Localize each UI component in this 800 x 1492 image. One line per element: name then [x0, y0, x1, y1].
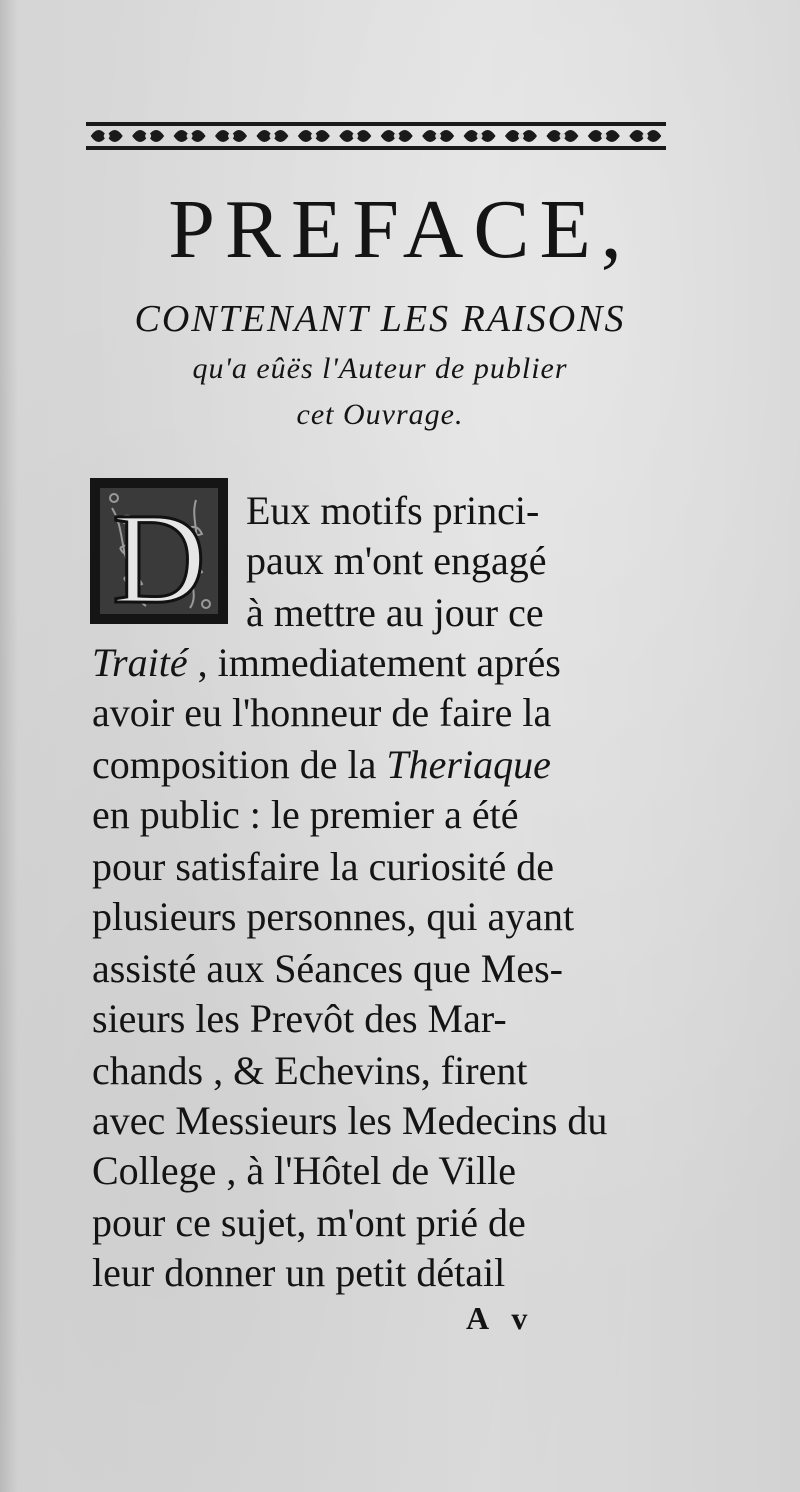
italic-word-traite: Traité	[92, 640, 188, 685]
fleuron-icon	[422, 130, 454, 142]
fleuron-icon	[381, 130, 413, 142]
fleuron-icon	[91, 130, 123, 142]
fleuron-icon	[298, 130, 330, 142]
fleuron-icon	[588, 130, 620, 142]
body-line-10: assisté aux Séances que Mes-	[92, 946, 563, 991]
body-line-14: College , à l'Hôtel de Ville	[92, 1148, 516, 1193]
body-line-4	[92, 638, 670, 688]
body-line-1: Eux motifs princi-	[246, 488, 540, 533]
fleuron-icon	[339, 130, 371, 142]
fleuron-icon	[505, 130, 537, 142]
dropcap-initial	[90, 478, 228, 624]
fleuron-icon	[464, 130, 496, 142]
subtitle-line-2: qu'a eûës l'Auteur de publier	[192, 352, 568, 385]
fleuron-icon	[215, 130, 247, 142]
fleuron-icon	[546, 130, 578, 142]
body-line-7: en public : le premier a été	[92, 792, 519, 837]
body-line-13: avec Messieurs les Medecins du	[92, 1098, 608, 1143]
body-line-5: avoir eu l'honneur de faire la	[92, 690, 552, 735]
fleuron-icon	[256, 130, 288, 142]
body-line-11: sieurs les Prevôt des Mar-	[92, 996, 507, 1041]
italic-word-theriaque: Theriaque	[386, 742, 551, 787]
fleuron-icon	[629, 130, 661, 142]
page-title: PREFACE,	[168, 183, 632, 276]
body-line-6	[92, 740, 670, 790]
ornament-band	[86, 118, 666, 154]
body-line-6-start: composition de la	[92, 742, 387, 787]
body-line-9: plusieurs personnes, qui ayant	[92, 894, 575, 939]
body-line-12: chands , & Echevins, firent	[92, 1048, 528, 1093]
body-line-8: pour satisfaire la curiosité de	[92, 844, 555, 889]
dropcap-letter: D	[112, 487, 206, 624]
signature-mark: A v	[466, 1300, 536, 1336]
body-line-16: leur donner un petit détail	[92, 1250, 506, 1295]
fleuron-icon	[174, 130, 206, 142]
body-line-2: paux m'ont engagé	[246, 538, 547, 583]
body-line-15: pour ce sujet, m'ont prié de	[92, 1200, 526, 1245]
subtitle-line-1: CONTENANT LES RAISONS	[134, 298, 626, 340]
subtitle	[80, 292, 680, 438]
fleuron-icon	[132, 130, 164, 142]
body-line-4-rest: , immediatement aprés	[187, 640, 561, 685]
subtitle-line-3: cet Ouvrage.	[296, 398, 464, 431]
body-line-3: à mettre au jour ce	[246, 590, 544, 635]
